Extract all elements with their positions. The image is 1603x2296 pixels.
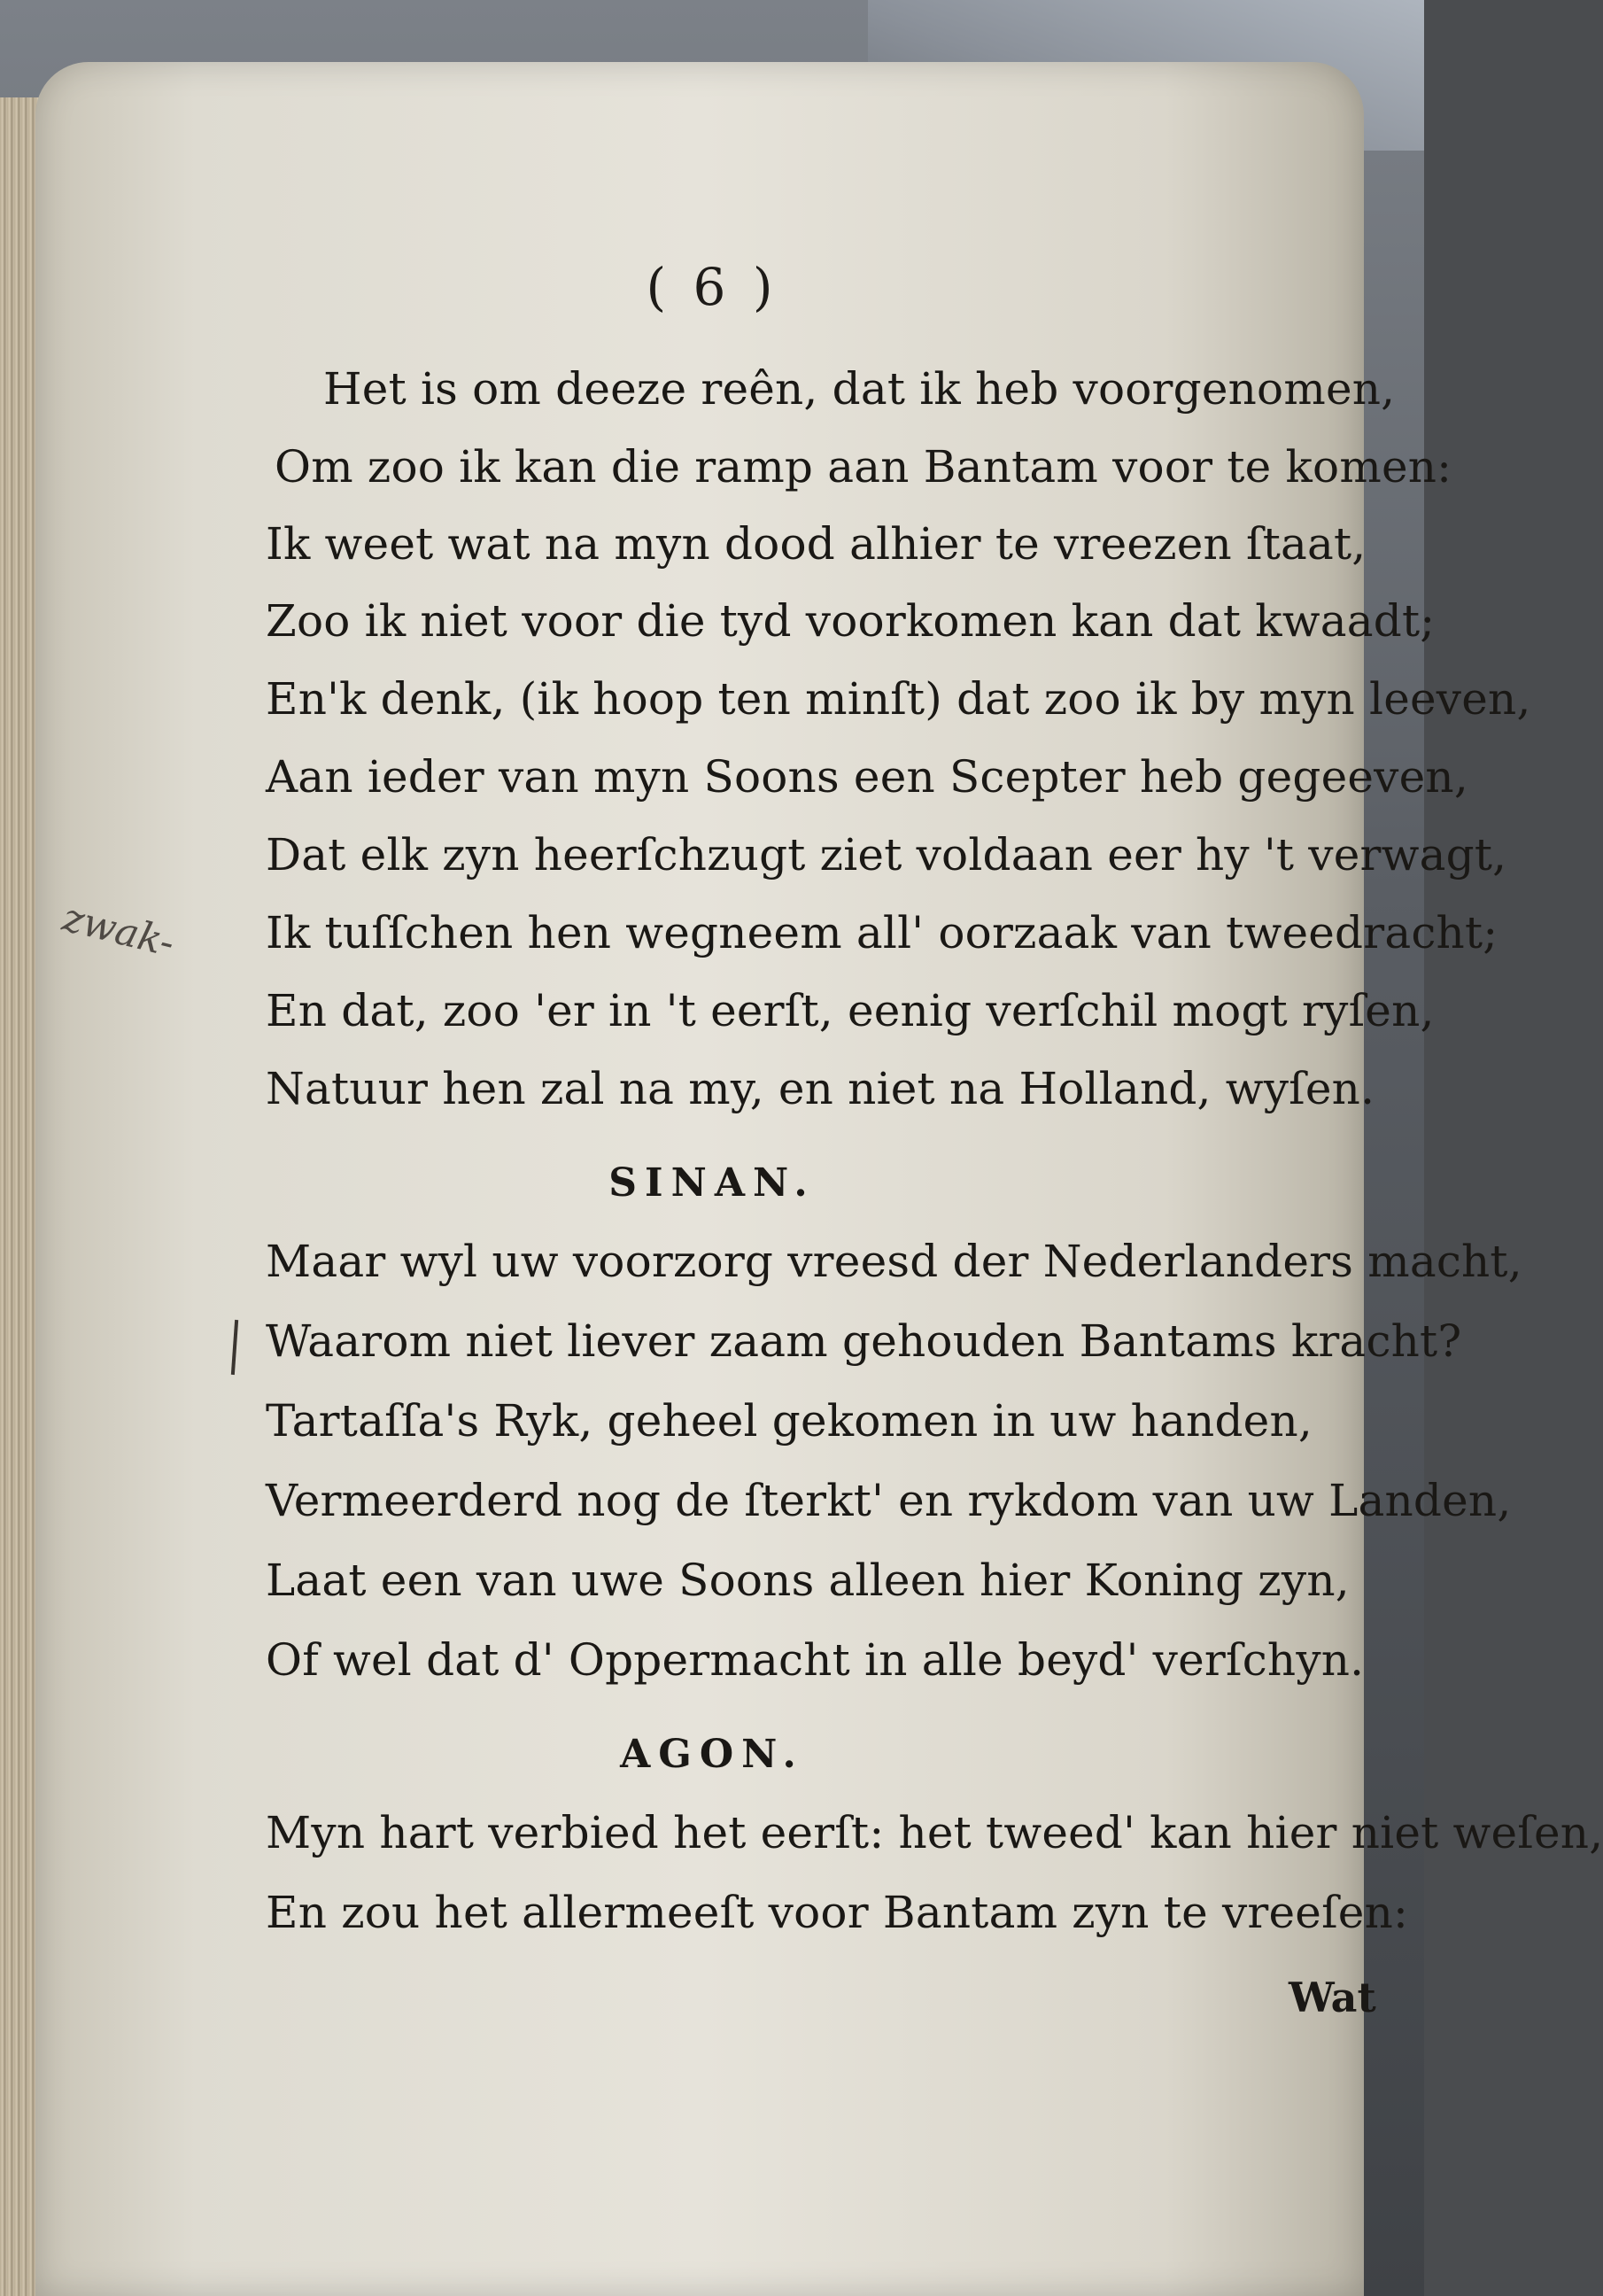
verse-line: Myn hart verbied het eerſt: het tweed' kan hier niet weſen, [266,1807,1603,1858]
verse-line: Maar wyl uw voorzorg vreesd der Nederlanders macht, [266,1236,1522,1287]
page-number: ( 6 ) [646,257,778,317]
verse-line: Waarom niet liever zaam gehouden Bantams kracht? [266,1315,1462,1367]
verse-line: En dat, zoo 'er in 't eerſt, eenig verſchil mogt ryſen, [266,985,1435,1036]
verse-line: Tartaſſa's Ryk, geheel gekomen in uw handen, [266,1395,1313,1447]
verse-line: Laat een van uwe Soons alleen hier Koning zyn, [266,1555,1350,1606]
verse-line: Vermeerderd nog de ſterkt' en rykdom van uw Landen, [266,1475,1512,1526]
speaker-name: SINAN. [608,1160,816,1206]
verse-line: Dat elk zyn heerſchzugt ziet voldaan eer hy 't verwagt, [266,829,1507,880]
verse-line: Ik weet wat na myn dood alhier te vreezen ſtaat, [266,518,1367,570]
handwritten-margin-note: zwak- [58,895,180,966]
verse-line: Zoo ik niet voor die tyd voorkomen kan dat kwaadt; [266,595,1436,647]
catchword: Wat [1289,1974,1376,2021]
verse-line: En zou het allermeeſt voor Bantam zyn te vreeſen: [266,1887,1409,1938]
speaker-name: AGON. [620,1732,804,1777]
verse-line: Om zoo ik kan die ramp aan Bantam voor te komen: [275,441,1452,493]
verse-line: Ik tuſſchen hen wegneem all' oorzaak van tweedracht; [266,907,1498,958]
verse-line: Natuur hen zal na my, en niet na Holland, wyſen. [266,1063,1375,1114]
verse-line: Of wel dat d' Oppermacht in alle beyd' verſchyn. [266,1634,1365,1686]
verse-line: Aan ieder van myn Soons een Scepter heb gegeeven, [266,751,1468,803]
verse-line: En'k denk, (ik hoop ten minſt) dat zoo ik by myn leeven, [266,673,1531,725]
verse-line: Het is om deeze reên, dat ik heb voorgenomen, [323,363,1396,415]
